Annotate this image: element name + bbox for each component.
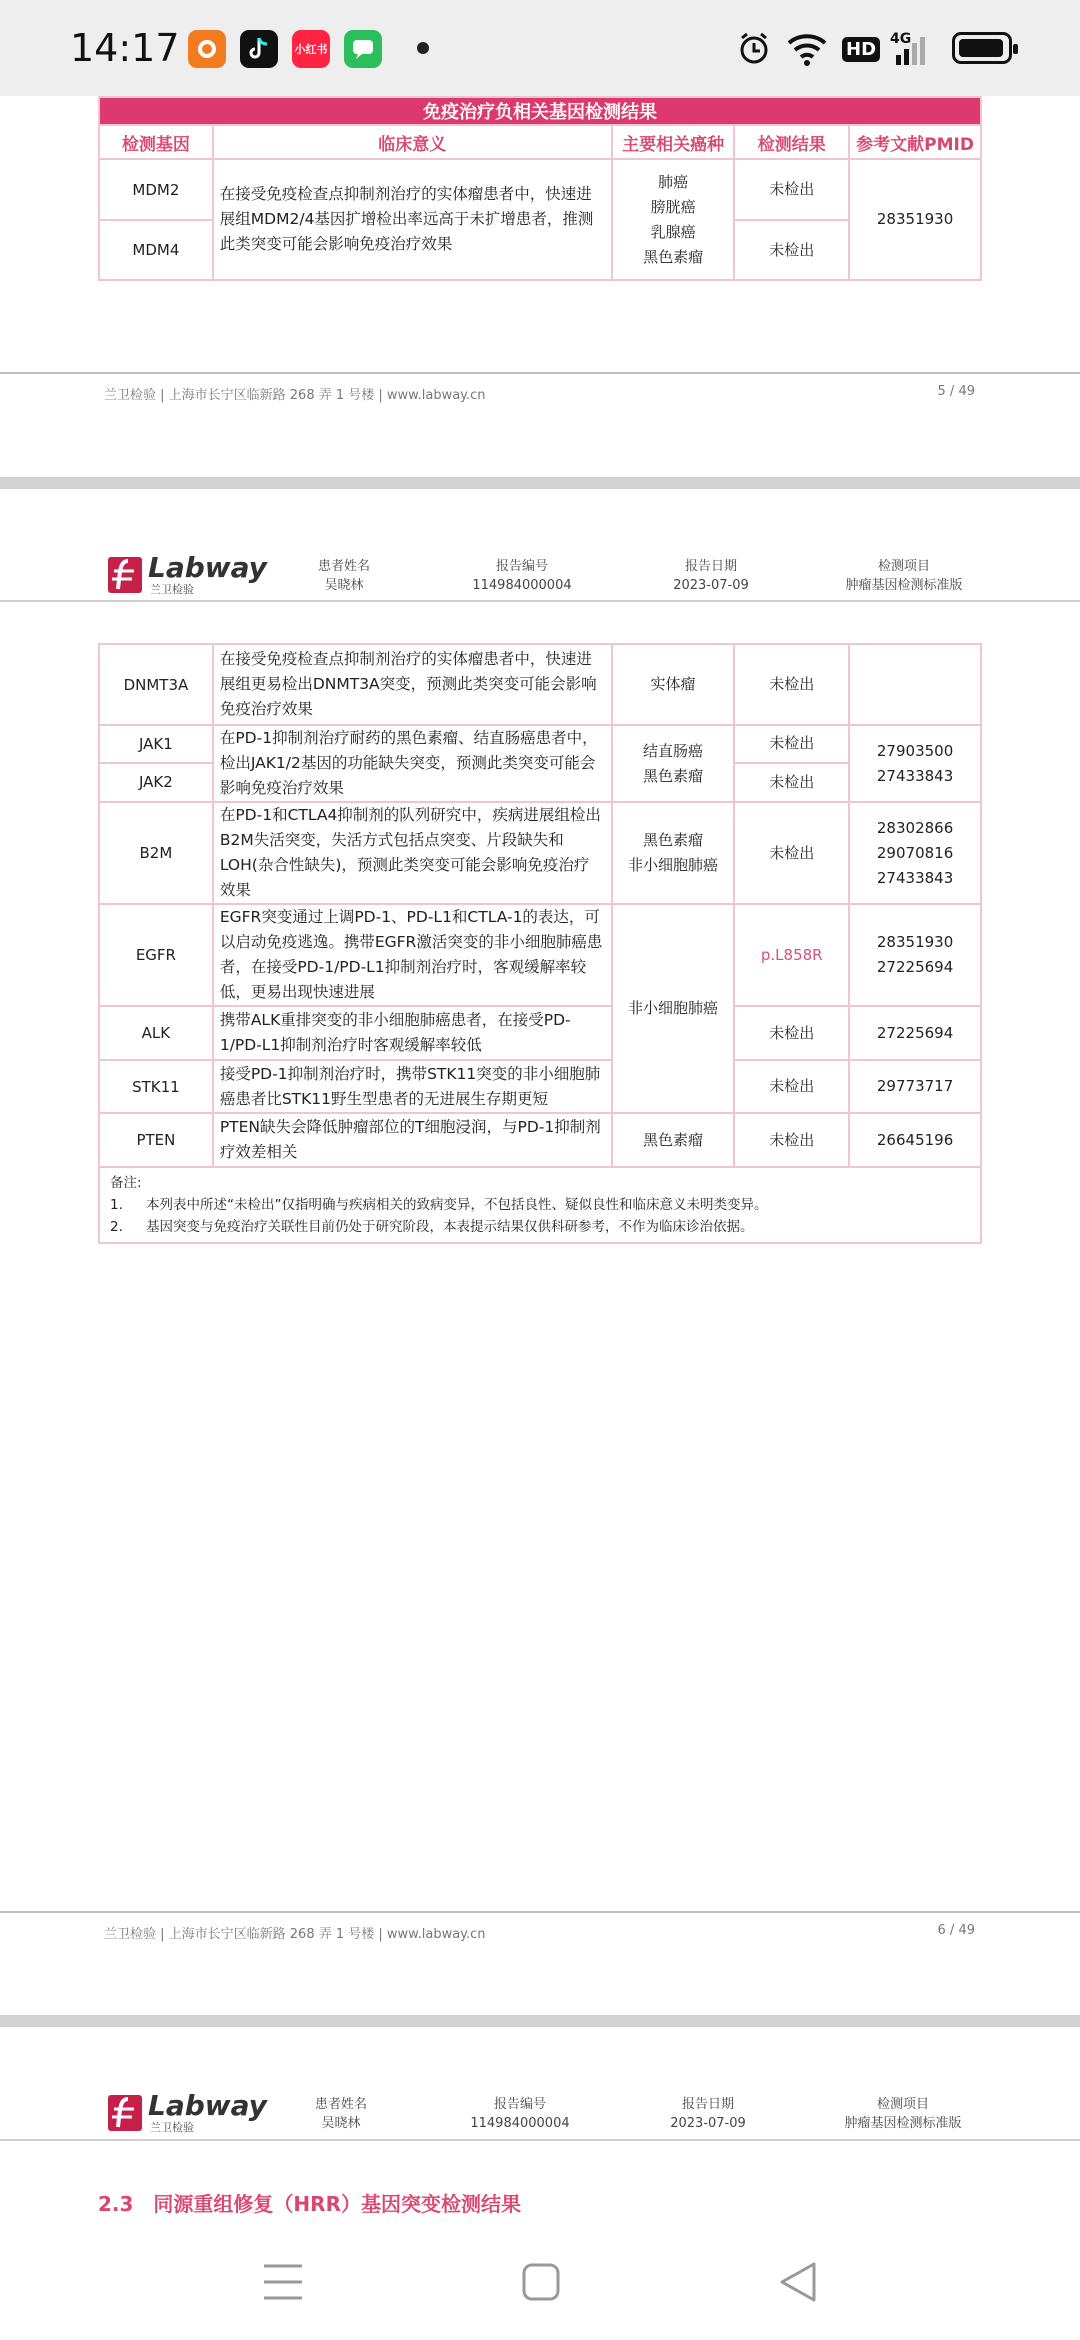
- result-cell: 未检出: [734, 802, 849, 904]
- gene-cell: JAK1: [99, 725, 213, 763]
- notification-dot: [417, 42, 429, 54]
- header-test-item: 检测项目 肿瘤基因检测标准版: [845, 559, 963, 593]
- header-test-item: 检测项目 肿瘤基因检测标准版: [844, 2097, 962, 2131]
- table-row: [99, 725, 981, 763]
- page-separator: [0, 477, 1080, 489]
- pmid-cell: 28302866 29070816 27433843: [849, 802, 981, 904]
- wifi-icon: [786, 26, 828, 72]
- svg-text:4G: 4G: [890, 31, 912, 47]
- gene-cell: MDM2: [99, 159, 213, 220]
- meaning-cell: PTEN缺失会降低肿瘤部位的T细胞浸润，与PD-1抑制剂疗效差相关: [213, 1113, 612, 1167]
- gene-cell: DNMT3A: [99, 644, 213, 725]
- result-cell: 未检出: [734, 725, 849, 763]
- table-row: [99, 802, 981, 904]
- meaning-cell: 接受PD-1抑制剂治疗时，携带STK11突变的非小细胞肺癌患者比STK11野生型患者的无进展生存期更短: [213, 1060, 612, 1113]
- status-bar: [0, 0, 1080, 96]
- tiktok-icon: [240, 30, 278, 68]
- result-cell: 未检出: [734, 220, 849, 280]
- result-cell: 未检出: [734, 1060, 849, 1113]
- gene-cell: STK11: [99, 1060, 213, 1113]
- page-separator: [0, 2015, 1080, 2027]
- cancer-cell: 实体瘤: [612, 644, 735, 725]
- note-item: 1. 本列表中所述“未检出”仅指明确与疾病相关的致病变异，不包括良性、疑似良性和临床意义未明类变异。: [110, 1197, 768, 1213]
- col-header-cancer: 主要相关癌种: [612, 125, 735, 159]
- logo-word: Labway: [148, 551, 267, 584]
- mutation-result-cell: p.L858R: [734, 904, 849, 1006]
- table-title: 免疫治疗负相关基因检测结果: [99, 97, 981, 125]
- back-icon[interactable]: [778, 2260, 818, 2308]
- section-title: 2.3 同源重组修复（HRR）基因突变检测结果: [98, 2192, 521, 2216]
- gene-cell: ALK: [99, 1006, 213, 1060]
- immune-negative-table-page5: [98, 96, 982, 281]
- labway-logo: [108, 551, 267, 596]
- header-divider: [0, 600, 1080, 602]
- result-cell: 未检出: [734, 1113, 849, 1167]
- menu-icon[interactable]: [262, 2262, 304, 2306]
- alarm-icon: [736, 26, 772, 72]
- header-patient: 患者姓名 吴晓林: [314, 2097, 367, 2131]
- 4g-signal-icon: [890, 26, 936, 72]
- header-report-no: 报告编号 114984000004: [470, 2097, 570, 2131]
- col-header-pmid: 参考文献PMID: [849, 125, 981, 159]
- gene-cell: JAK2: [99, 763, 213, 802]
- logo-mark-icon: [108, 557, 142, 593]
- result-cell: 未检出: [734, 1006, 849, 1060]
- notes-row: [99, 1167, 981, 1243]
- table-row: [99, 1006, 981, 1060]
- footer-divider: [0, 372, 1080, 374]
- header-report-date: 报告日期 2023-07-09: [670, 2097, 746, 2131]
- result-cell: 未检出: [734, 644, 849, 725]
- pmid-cell: 26645196: [849, 1113, 981, 1167]
- table-row: [99, 644, 981, 725]
- header-patient: 患者姓名 吴晓林: [317, 559, 370, 593]
- cancer-cell: 黑色素瘤 非小细胞肺癌: [612, 802, 735, 904]
- meaning-cell: EGFR突变通过上调PD-1、PD-L1和CTLA-1的表达，可以启动免疫逃逸。携带EGFR激活突变的非小细胞肺癌患者，在接受PD-1/PD-L1抑制剂治疗时，客观缓解率较低，更易出现快速进展: [213, 904, 612, 1006]
- header-report-no: 报告编号 114984000004: [472, 559, 572, 593]
- header-divider: [0, 2139, 1080, 2141]
- note-item: 2. 基因突变与免疫治疗关联性目前仍处于研究阶段，本表提示结果仅供科研参考，不作为临床诊治依据。: [110, 1219, 754, 1235]
- col-header-result: 检测结果: [734, 125, 849, 159]
- result-cell: 未检出: [734, 159, 849, 220]
- logo-sub: 兰卫检验: [150, 583, 194, 596]
- status-time: 14:17: [70, 26, 180, 70]
- labway-logo: [108, 2089, 267, 2134]
- hd-icon: HD: [842, 26, 880, 72]
- logo-sub: 兰卫检验: [150, 2121, 194, 2134]
- pmid-cell: 29773717: [849, 1060, 981, 1113]
- logo-word: Labway: [148, 2089, 267, 2122]
- pmid-cell: 27903500 27433843: [849, 725, 981, 802]
- gene-cell: MDM4: [99, 220, 213, 280]
- battery-icon: [952, 32, 1012, 64]
- col-header-meaning: 临床意义: [213, 125, 612, 159]
- result-cell: 未检出: [734, 763, 849, 802]
- home-icon[interactable]: [521, 2262, 561, 2306]
- notes-cell: [99, 1167, 981, 1243]
- page-number: 6 / 49: [937, 1923, 975, 1938]
- header-report-date: 报告日期 2023-07-09: [673, 559, 749, 593]
- logo-mark-icon: [108, 2095, 142, 2131]
- meaning-cell: 在接受免疫检查点抑制剂治疗的实体瘤患者中，快速进展组更易检出DNMT3A突变，预测此类突变可能会影响免疫治疗效果: [213, 644, 612, 725]
- pmid-cell: 28351930: [849, 159, 981, 280]
- pmid-cell: 28351930 27225694: [849, 904, 981, 1006]
- meaning-cell: 在接受免疫检查点抑制剂治疗的实体瘤患者中，快速进展组MDM2/4基因扩增检出率远高于未扩增患者，推测此类突变可能会影响免疫治疗效果: [213, 159, 612, 280]
- immune-negative-table-page6: [98, 643, 982, 1244]
- navigation-bar: [0, 2230, 1080, 2340]
- pmid-cell: 27225694: [849, 1006, 981, 1060]
- pmid-cell: [849, 644, 981, 725]
- meaning-cell: 携带ALK重排突变的非小细胞肺癌患者，在接受PD-1/PD-L1抑制剂治疗时客观缓解率较低: [213, 1006, 612, 1060]
- footer-address: 兰卫检验 | 上海市长宁区临新路 268 弄 1 号楼 | www.labway.cn: [104, 388, 486, 403]
- cancer-cell: 结直肠癌 黑色素瘤: [612, 725, 735, 802]
- table-row: [99, 904, 981, 1006]
- col-header-gene: 检测基因: [99, 125, 213, 159]
- gene-cell: PTEN: [99, 1113, 213, 1167]
- notes-title: 备注:: [110, 1175, 142, 1191]
- meaning-cell: 在PD-1和CTLA4抑制剂的队列研究中，疾病进展组检出B2M失活突变，失活方式包括点突变、片段缺失和LOH(杂合性缺失)，预测此类突变可能会影响免疫治疗效果: [213, 802, 612, 904]
- app-notification-icon: [188, 30, 226, 68]
- footer-divider: [0, 1911, 1080, 1913]
- chat-icon: [344, 30, 382, 68]
- cancer-cell: 黑色素瘤: [612, 1113, 735, 1167]
- footer-address: 兰卫检验 | 上海市长宁区临新路 268 弄 1 号楼 | www.labway.cn: [104, 1927, 486, 1942]
- cancer-cell: 非小细胞肺癌: [612, 904, 735, 1113]
- xiaohongshu-icon: 小红书: [292, 30, 330, 68]
- cancer-cell: 肺癌 膀胱癌 乳腺癌 黑色素瘤: [612, 159, 735, 280]
- table-row: [99, 1060, 981, 1113]
- page-number: 5 / 49: [937, 384, 975, 399]
- meaning-cell: 在PD-1抑制剂治疗耐药的黑色素瘤、结直肠癌患者中，检出JAK1/2基因的功能缺失突变，预测此类突变可能会影响免疫治疗效果: [213, 725, 612, 802]
- gene-cell: B2M: [99, 802, 213, 904]
- table-row: [99, 1113, 981, 1167]
- gene-cell: EGFR: [99, 904, 213, 1006]
